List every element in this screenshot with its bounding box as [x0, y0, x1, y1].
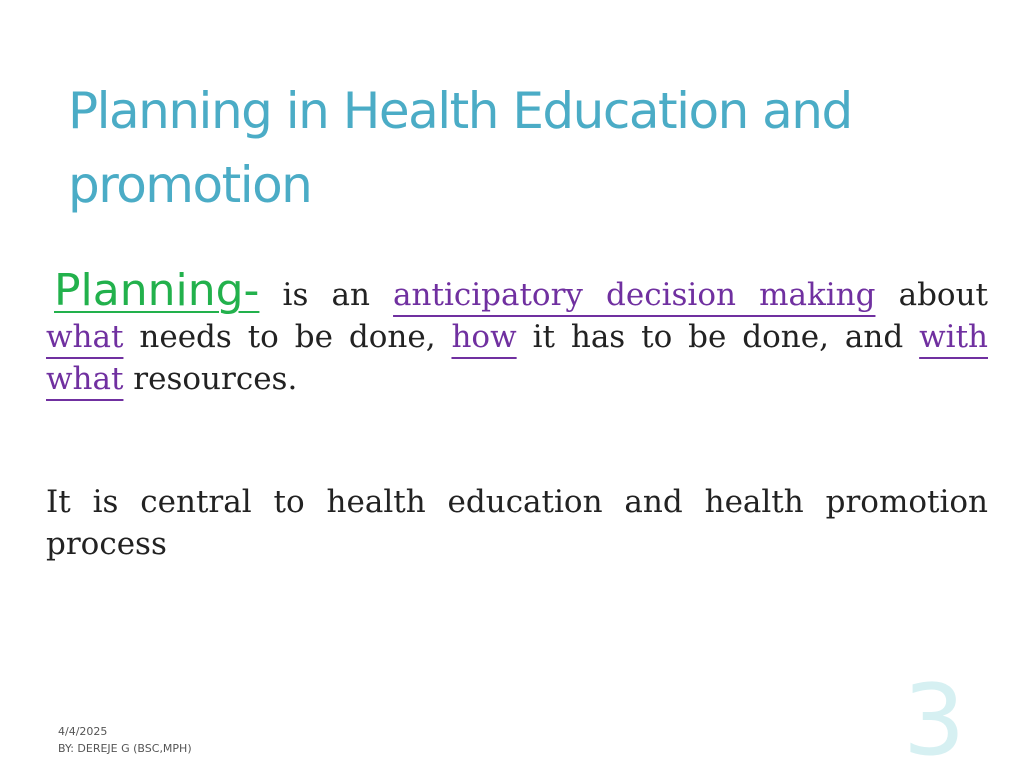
text-segment: is an: [259, 277, 394, 313]
page-number: 3: [903, 664, 966, 768]
text-segment: needs to be done,: [123, 319, 452, 355]
footer-author: BY: DEREJE G (BSC,MPH): [58, 742, 192, 755]
planning-keyword: Planning-: [54, 265, 260, 316]
text-segment: resources.: [123, 361, 298, 397]
text-segment: it has to be done, and: [516, 319, 920, 355]
footer-date: 4/4/2025: [58, 725, 108, 738]
text-segment: about: [875, 277, 988, 313]
highlight-anticipatory-decision-making: anticipatory decision making: [393, 277, 876, 313]
slide-title: Planning in Health Education and promotion: [68, 82, 852, 214]
highlight-how: how: [451, 319, 517, 355]
highlight-what: what: [46, 319, 124, 355]
central-paragraph: It is central to health education and health promotion process: [46, 484, 988, 562]
definition-paragraph: [46, 265, 988, 400]
highlight-with-what: with what: [46, 319, 988, 397]
